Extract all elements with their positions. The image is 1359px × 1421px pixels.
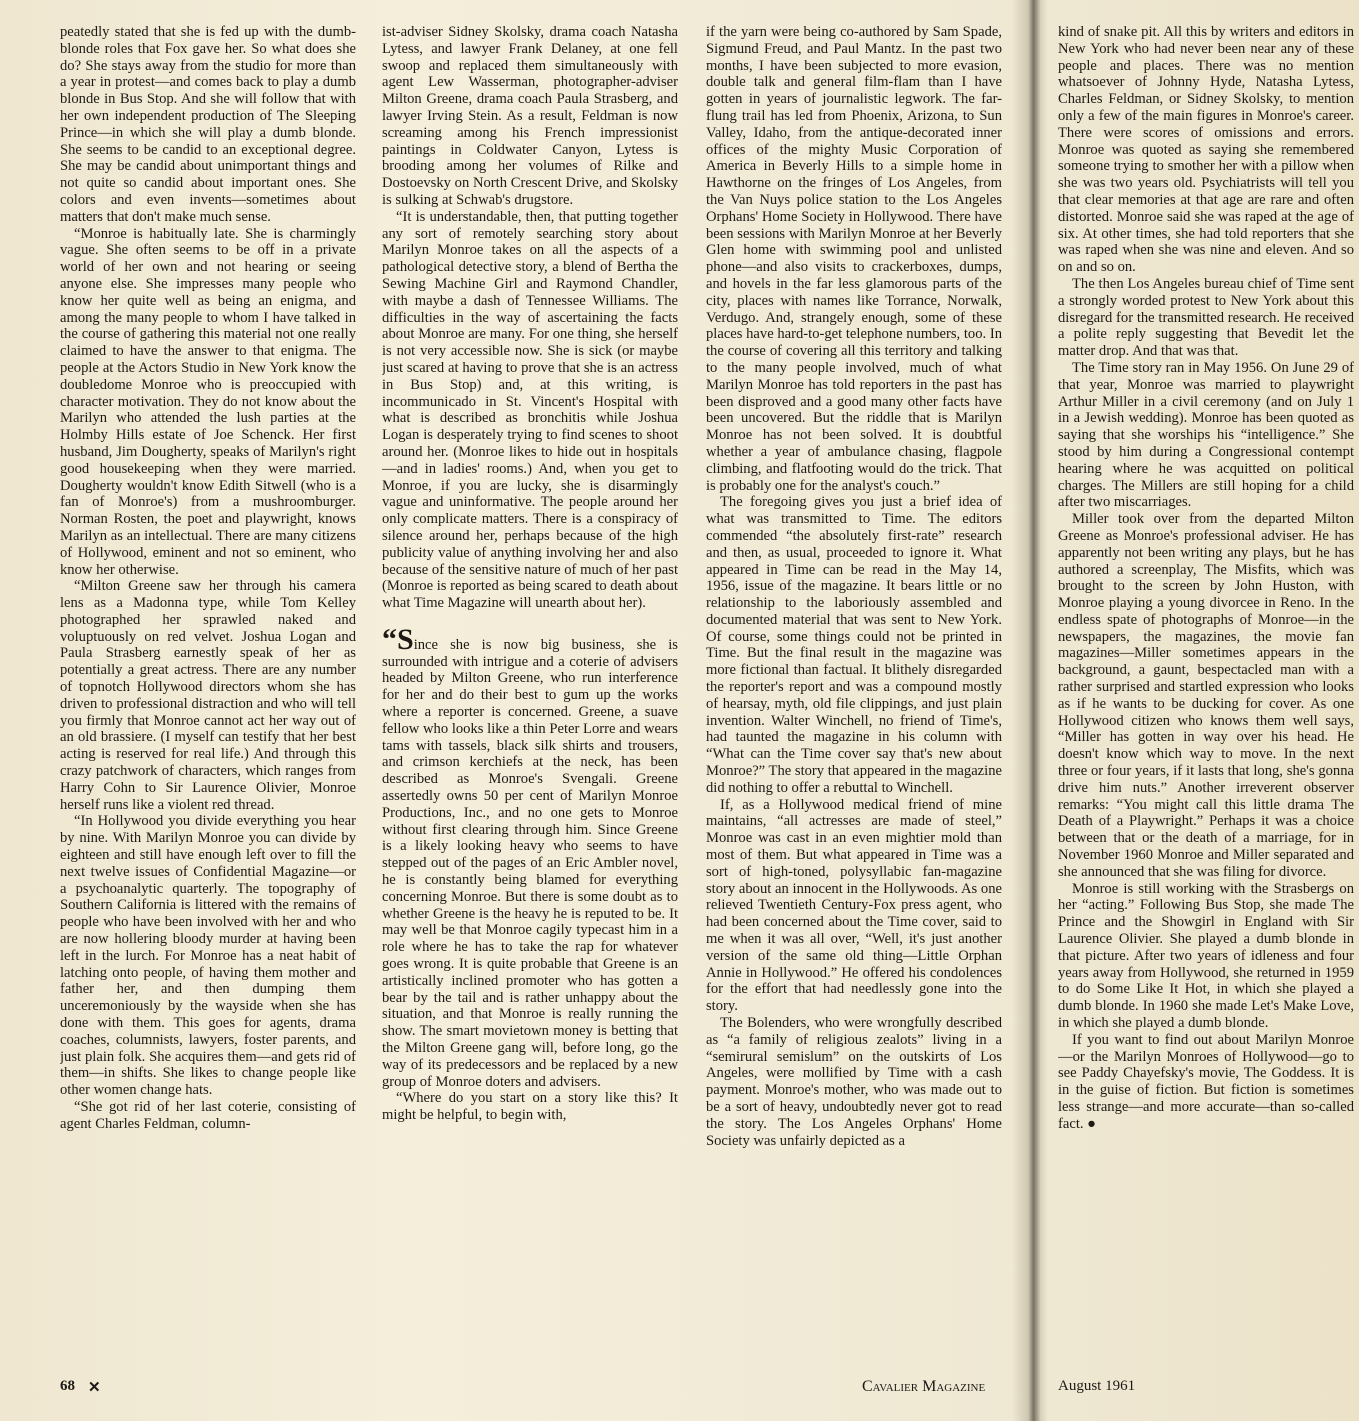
paragraph: “She got rid of her last coterie, consisting of agent Charles Feldman, column- — [60, 1099, 356, 1132]
paragraph: “It is understandable, then, that putting together any sort of remotely searching story about Marilyn Monroe takes on all the aspects of a pathological detective story, a blend of Bertha the Sewing Machine Girl and Raymond Chandler, with maybe a dash of Tennessee Williams. The difficulties in the way of ascertaining the facts about Monroe are many. For one thing, she herself is not very accessible now. She is sick (or maybe just scared at having to prove that she is an actress in Bus Stop) and, at this writing, is incommunicado in St. Vincent's Hospital with what is described as bronchitis while Joshua Logan is desperately trying to find scenes to shoot around her. (Monroe likes to hide out in hospitals—and in ladies' rooms.) And, when you get to Monroe, if you are lucky, she is disarmingly vague and uninformative. The people around her only complicate matters. There is a conspiracy of silence around her, perhaps because of the high publicity value of anything involving her and also because of the sensitive nature of much of her past (Monroe is reported as being scared to death about what Time Magazine will unearth about her). — [382, 208, 678, 612]
issue-date: August 1961 — [1058, 1378, 1136, 1394]
page-gutter-shadow — [1012, 0, 1048, 1421]
section-opening-paragraph — [382, 622, 678, 1091]
paragraph: The foregoing gives you just a brief idea of what was transmitted to Time. The editors commended “the absolutely first-rate” research and then, as usual, proceeded to ignore it. What appeared in Time can be read in the May 14, 1956, issue of the magazine. It bears little or no relationship to the laboriously assembled and documented material that was sent to New York. Of course, some things could not be printed in Time. But the final result in the magazine was more fictional than factual. It blithely disregarded the reporter's report and was a compound mostly of hearsay, myth, old file clippings, and just plain invention. Walter Winchell, no friend of Time's, had taunted the magazine in his column with “What can the Time cover say that's new about Monroe?” The story that appeared in the magazine did nothing to offer a rebuttal to Winchell. — [706, 494, 1002, 796]
magazine-name: Cavalier Magazine — [862, 1378, 986, 1395]
text-column-1 — [60, 24, 356, 1354]
paragraph: If, as a Hollywood medical friend of mine maintains, “all actresses are made of steel,” Monroe was cast in an even mightier mold than most of them. But what appeared in Time was a sort of high-toned, polysyllabic fan-magazine story about an innocent in the Hollywoods. As one relieved Twentieth Century-Fox press agent, who had been concerned about the Time cover, said to me when it was all over, “Well, it's just another version of the same old thing—Little Orphan Annie in Hollywood.” He offered his condolences for the effort that had needlessly gone into the story. — [706, 796, 1002, 1015]
paragraph: Monroe is still working with the Strasbergs on her “acting.” Following Bus Stop, she made The Prince and the Showgirl in England with Sir Laurence Olivier. She played a dumb blonde in that picture. After two years of idleness and four years away from Hollywood, she returned in 1959 to do Some Like It Hot, in which she played a dumb blonde. In 1960 she made Let's Make Love, in which she played a dumb blonde. — [1058, 880, 1354, 1032]
page-number: 68 — [60, 1378, 75, 1394]
drop-cap: “S — [382, 622, 414, 656]
paragraph: “Where do you start on a story like this? It might be helpful, to begin with, — [382, 1090, 678, 1124]
paragraph: if the yarn were being co-authored by Sam Spade, Sigmund Freud, and Paul Mantz. In the past two months, I have been subjected to more evasion, double talk and general film-flam than I have gotten in years of journalistic legwork. The far-flung trail has led from Phoenix, Arizona, to Sun Valley, Idaho, from the antique-decorated inner offices of the mighty Music Corporation of America in Beverly Hills to a simple home in Hawthorne on the fringes of Los Angeles, from the Van Nuys police station to the Los Angeles Orphans' Home Society in Hollywood. There have been sessions with Marilyn Monroe at her Beverly Glen home with swimming pool and unlisted phone—and also visits to crackerboxes, dumps, and hovels in the far less glamorous parts of the city, places with names like Torrance, Norwalk, Verdugo. And, strangely enough, some of these places have hard-to-get telephone numbers, too. In the course of covering all this territory and talking to the many people involved, much of what Marilyn Monroe has told reporters in the past has been disproved and a good many other facts have been uncovered. But the riddle that is Marilyn Monroe has not been solved. It is doubtful whether a year of ambulance chasing, flagpole climbing, and flatfooting would do the trick. That is probably one for the analyst's couch.” — [706, 24, 1002, 494]
paragraph: kind of snake pit. All this by writers and editors in New York who had never been near any of these people and places. There was no mention whatsoever of Johnny Hyde, Natasha Lytess, Charles Feldman, or Sidney Skolsky, to mention only a few of the main figures in Monroe's career. There were scores of omissions and errors. Monroe was quoted as saying she remembered someone trying to smother her with a pillow when she was two years old. Psychiatrists will tell you that clear memories at that age are rare and often distorted. Monroe said she was raped at the age of six. At other times, she had told reporters that she was raped when she was nine and eleven. And so on and so on. — [1058, 24, 1354, 276]
paragraph: “Monroe is habitually late. She is charmingly vague. She often seems to be off in a private world of her own and not hearing or seeing anyone else. She impresses many people who know her quite well as being an enigma, and among the many people to whom I have talked in the course of gathering this material not one really claimed to have the answer to that enigma. The people at the Actors Studio in New York know the doubledome Monroe who is preoccupied with character motivation. They do not know about the Marilyn who attended the lush parties at the Holmby Hills estate of Joe Schenck. Her first husband, Jim Dougherty, speaks of Marilyn's right good housekeeping when they were married. Dougherty wouldn't know Edith Sitwell (who is a fan of Monroe's) from a mushroomburger. Norman Rosten, the poet and playwright, knows Marilyn as an intellectual. There are many citizens of Hollywood, eminent and not so eminent, who know her otherwise. — [60, 225, 356, 578]
paragraph: Miller took over from the departed Milton Greene as Monroe's professional adviser. He has apparently not been writing any plays, but he has authored a screenplay, The Misfits, which was brought to the screen by John Huston, with Monroe playing a young divorcee in Reno. In the endless spate of photographs of Monroe—in the newspapers, the magazines, the movie fan magazines—Miller sometimes appears in the background, a gaunt, bespectacled man with a rather surprised and startled expression who looks as if he wants to be ducking for cover. As one Hollywood citizen who knows them well says, “Miller has gotten in way over his head. He doesn't know which way to move. In the next three or four years, if it lasts that long, she's gonna drive him nuts.” Another irreverent observer remarks: “You might call this little drama The Death of a Playwright.” Perhaps it was a choice between that or the death of a marriage, for in November 1960 Monroe and Miller separated and she announced that she was filing for divorce. — [1058, 511, 1354, 880]
paragraph: If you want to find out about Marilyn Monroe—or the Marilyn Monroes of Hollywood—go to see Paddy Chayefsky's movie, The Goddess. It is in the guise of fiction. But fiction is sometimes less strange—and more accurate—than so-called fact. ● — [1058, 1031, 1354, 1132]
text-column-3 — [706, 24, 1002, 1354]
paragraph: “In Hollywood you divide everything you hear by nine. With Marilyn Monroe you can divide by eighteen and still have enough left over to fill the next twelve issues of Confidential Magazine—or a psychoanalytic quarterly. The topography of Southern California is littered with the remains of people who have been involved with her and who are now hollering bloody murder at having been left in the lurch. For Monroe has a neat habit of latching onto people, of having them mother and father her, and then dumping them unceremoniously by the wayside when she has done with them. This goes for agents, drama coaches, columnists, lawyers, foster parents, and just plain folk. She acquires them—and gets rid of them—in shifts. She likes to change people like other women change hats. — [60, 813, 356, 1099]
paragraph: The Time story ran in May 1956. On June 29 of that year, Monroe was married to playwright Arthur Miller in a civil ceremony (and on July 1 in a Jewish wedding). Monroe has been quoted as saying that she worships his “intelligence.” She stood by him during a Congressional contempt hearing where he was acquitted on political charges. The Millers are still hoping for a child after two miscarriages. — [1058, 359, 1354, 511]
paragraph: The then Los Angeles bureau chief of Time sent a strongly worded protest to New York about this disregard for the transmitted research. He received a polite reply suggesting that Bevedit let the matter drop. And that was that. — [1058, 275, 1354, 360]
paragraph: ist-adviser Sidney Skolsky, drama coach Natasha Lytess, and lawyer Frank Delaney, at one fell swoop and replaced them simultaneously with agent Lew Wasserman, photographer-adviser Milton Greene, drama coach Paula Strasberg, and lawyer Irving Stein. As a result, Feldman is now screaming among his French impressionist paintings in Coldwater Canyon, Lytess is brooding among her volumes of Rilke and Dostoevsky on North Crescent Drive, and Skolsky is sulking at Schwab's drugstore. — [382, 24, 678, 208]
text-column-4 — [1058, 24, 1354, 1354]
paragraph-text: ince she is now big business, she is surrounded with intrigue and a coterie of advisers headed by Milton Greene, who run interference for her and do their best to gum up the works where a reporter is concerned. Greene, a suave fellow who looks like a thin Peter Lorre and wears tams with tassels, black silk shirts and trousers, and crimson kerchiefs at the neck, has been described as Monroe's Svengali. Greene assertedly owns 50 per cent of Marilyn Monroe Productions, Inc., and no one gets to Monroe without first clearing through him. Since Greene is a likely looking heavy who seems to have stepped out of the pages of an Eric Ambler novel, he is constantly being blamed for everything concerning Monroe. But there is some doubt as to whether Greene is the heavy he is reputed to be. It may well be that Monroe cagily typecast him in a role where he has to take the rap for whatever goes wrong. It is quite probable that Greene is an artistically inclined promoter who has gotten a bear by the tail and is rather unhappy about the situation, and that Monroe is really running the show. The smart movietown money is betting that the Milton Greene gang will, before long, go the way of its predecessors and be replaced by a new group of Monroe doters and advisers. — [382, 636, 678, 1090]
paragraph: “Milton Greene saw her through his camera lens as a Madonna type, while Tom Kelley photographed her sprawled naked and voluptuously on red velvet. Joshua Logan and Paula Strasberg earnestly speak of her as potentially a great actress. There are any number of topnotch Hollywood directors whom she has driven to professional distraction and who will tell you firmly that Monroe cannot act her way out of an old brassiere. (I myself can testify that her best acting is reserved for real life.) And through this crazy patchwork of characters, which ranges from Harry Cohn to Sir Laurence Olivier, Monroe herself runs like a violent red thread. — [60, 578, 356, 813]
magazine-emblem-icon: ✕ — [88, 1380, 101, 1396]
paragraph: peatedly stated that she is fed up with the dumb-blonde roles that Fox gave her. So what does she do? She stays away from the studio for more than a year in protest—and comes back to play a dumb blonde in Bus Stop. And she will follow that with her own independent production of The Sleeping Prince—in which she will play a dumb blonde. She seems to be candid to an exceptional degree. She may be candid about unimportant things and not quite so candid about important ones. She colors and even invents—sometimes about matters that don't make much sense. — [60, 24, 356, 225]
text-column-2 — [382, 24, 678, 1354]
paragraph: The Bolenders, who were wrongfully described as “a family of religious zealots” living in a “semirural semislum” on the outskirts of Los Angeles, were mollified by Time with a cash payment. Monroe's mother, who was made out to be a sort of heavy, undoubtedly never got to read the story. The Los Angeles Orphans' Home Society was unfairly depicted as a — [706, 1015, 1002, 1149]
